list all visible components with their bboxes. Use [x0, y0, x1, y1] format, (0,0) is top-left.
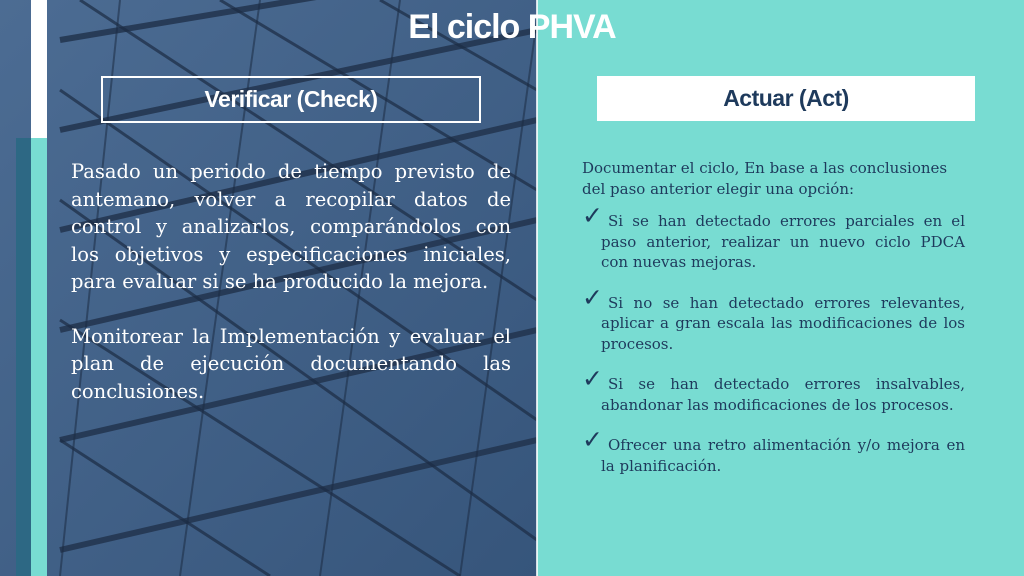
checkmark-icon: ✓ — [582, 201, 603, 230]
panel-divider — [536, 0, 538, 576]
title-part-2: PHVA — [527, 8, 616, 46]
act-heading-box — [597, 76, 975, 121]
act-option-text: Si se han detectado errores parciales en el paso anterior, realizar un nuevo ciclo PDCA con nuevas mejoras. — [601, 212, 965, 271]
act-heading: Actuar (Act) — [723, 85, 849, 111]
act-option-text: Ofrecer una retro alimentación y/o mejora en la planificación. — [601, 436, 965, 475]
checkmark-icon: ✓ — [582, 425, 603, 454]
act-option-item — [582, 364, 965, 415]
slide-title — [0, 8, 1024, 47]
checkmark-icon: ✓ — [582, 282, 603, 312]
act-option-text: Si se han detectado errores insalvables, abandonar las modificaciones de los procesos. — [601, 375, 965, 414]
check-heading: Verificar (Check) — [204, 86, 378, 112]
act-option-text: Si no se han detectado errores relevantes, aplicar a gran escala las modificaciones de los procesos. — [601, 293, 965, 353]
check-paragraph-2: Monitorear la Implementación y evaluar el plan de ejecución documentando las conclusiones. — [71, 324, 511, 403]
check-body — [71, 158, 511, 405]
accent-strip-teal — [31, 138, 47, 576]
act-intro: Documentar el ciclo, En base a las conclusiones del paso anterior elegir una opción: — [582, 159, 948, 198]
checkmark-icon: ✓ — [582, 364, 603, 393]
check-paragraph-1: Pasado un periodo de tiempo previsto de antemano, volver a recopilar datos de control y analizarlos, comparándolos con los objetivos y especificaciones iniciales, para evaluar si se ha producido la mejora. — [71, 160, 511, 293]
act-option-item — [582, 201, 965, 273]
act-option-item — [582, 425, 965, 476]
act-body — [582, 158, 965, 496]
title-part-1: El ciclo — [408, 8, 520, 46]
act-option-item — [582, 282, 965, 355]
check-heading-box — [101, 76, 481, 123]
accent-strip-dark — [16, 138, 31, 576]
